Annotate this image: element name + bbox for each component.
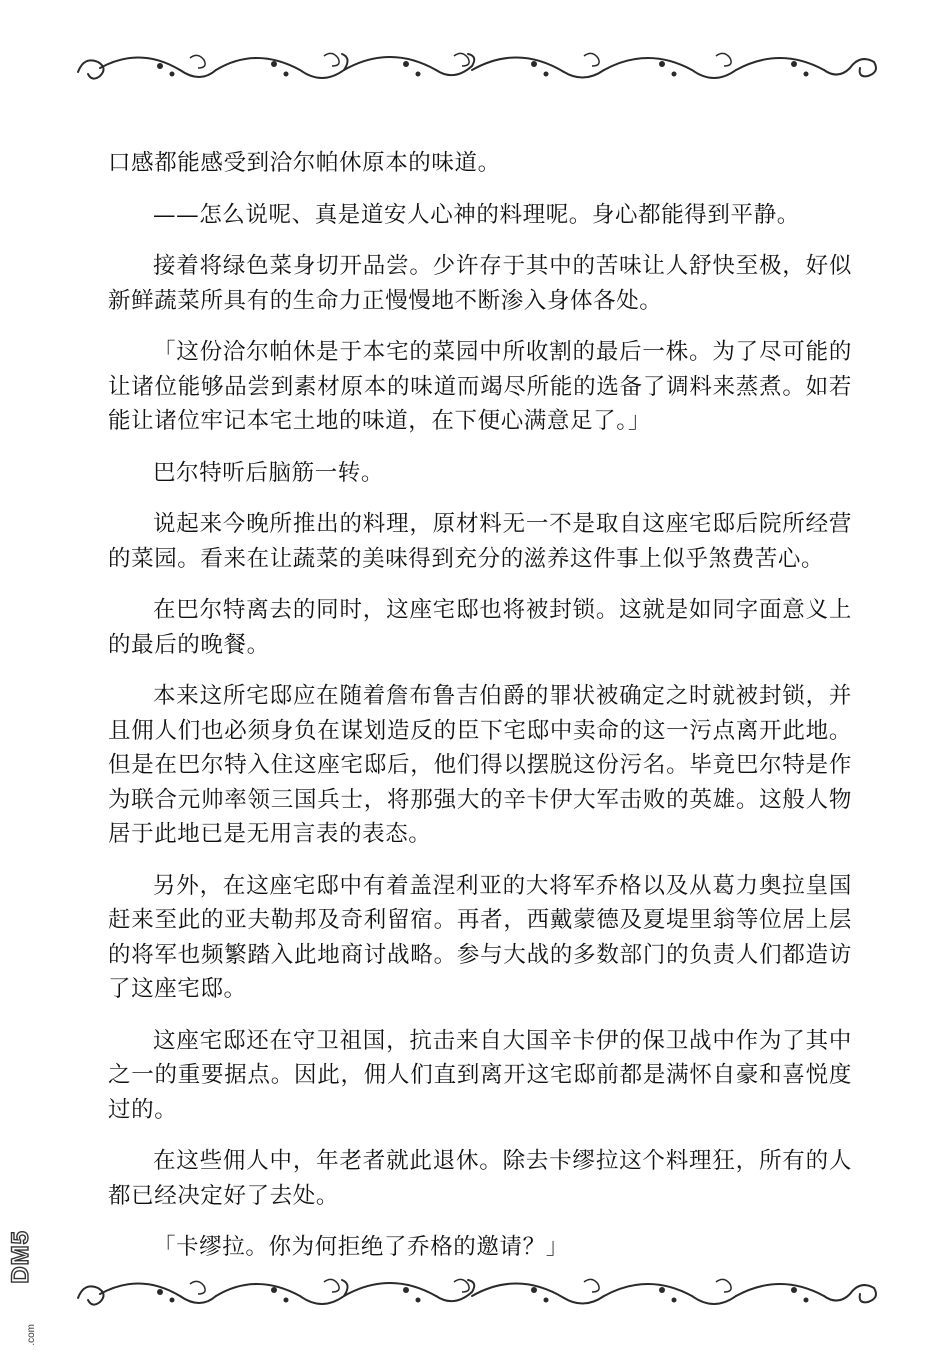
dm5-logo-icon bbox=[6, 1230, 40, 1350]
paragraph: 巴尔特听后脑筋一转。 bbox=[153, 459, 385, 486]
paragraph: 另外，在这座宅邸中有着盖涅利亚的大将军乔格以及从葛力奥拉皇国赶来至此的亚夫勒邦及奇利留宿。再者，西戴蒙德及夏堤里翁等位居上层的将军也频繁踏入此地商讨战略。参与大战的多数部门的负责人们都造访了这座宅邸。 bbox=[108, 872, 852, 1002]
top-ornament-border bbox=[60, 42, 890, 102]
paragraph: 在这些佣人中，年老者就此退休。除去卡缪拉这个料理狂，所有的人都已经决定好了去处。 bbox=[108, 1148, 852, 1209]
paragraph: 在巴尔特离去的同时，这座宅邸也将被封锁。这就是如同字面意义上的最后的晚餐。 bbox=[108, 597, 852, 658]
paragraph: ——怎么说呢、真是道安人心神的料理呢。身心都能得到平静。 bbox=[153, 201, 800, 228]
paragraph: 接着将绿色菜身切开品尝。少许存于其中的苦味让人舒快至极，好似新鲜蔬菜所具有的生命力正慢慢地不断渗入身体各处。 bbox=[108, 253, 852, 314]
watermark-domain: .com bbox=[26, 1324, 37, 1346]
body-text bbox=[108, 146, 852, 1282]
watermark-brand: DM5 bbox=[7, 1230, 34, 1284]
paragraph: 「卡缪拉。你为何拒绝了乔格的邀请？」 bbox=[153, 1234, 569, 1260]
paragraph: 本来这所宅邸应在随着詹布鲁吉伯爵的罪状被确定之时就被封锁，并且佣人们也必须身负在谋划造反的臣下宅邸中卖命的这一污点离开此地。但是在巴尔特入住这座宅邸后，他们得以摆脱这份污名。毕竟巴尔特是作为联合元帅率领三国兵士，将那强大的辛卡伊大军击败的英雄。这般人物居于此地已是无用言表的表态。 bbox=[108, 683, 852, 847]
paragraph: 这座宅邸还在守卫祖国，抗击来自大国辛卡伊的保卫战中作为了其中之一的重要据点。因此，佣人们直到离开这宅邸前都是满怀自豪和喜悦度过的。 bbox=[108, 1027, 852, 1123]
paragraph: 「这份洽尔帕休是于本宅的菜园中所收割的最后一株。为了尽可能的让诸位能够品尝到素材原本的味道而竭尽所能的选备了调料来蒸煮。如若能让诸位牢记本宅土地的味道，在下便心满意足了。」 bbox=[108, 339, 852, 434]
paragraph: 口感都能感受到洽尔帕休原本的味道。 bbox=[108, 150, 501, 176]
bottom-ornament-border bbox=[60, 1268, 890, 1328]
paragraph: 说起来今晚所推出的料理，原材料无一不是取自这座宅邸后院所经营的菜园。看来在让蔬菜的美味得到充分的滋养这件事上似乎煞费苦心。 bbox=[108, 511, 852, 572]
